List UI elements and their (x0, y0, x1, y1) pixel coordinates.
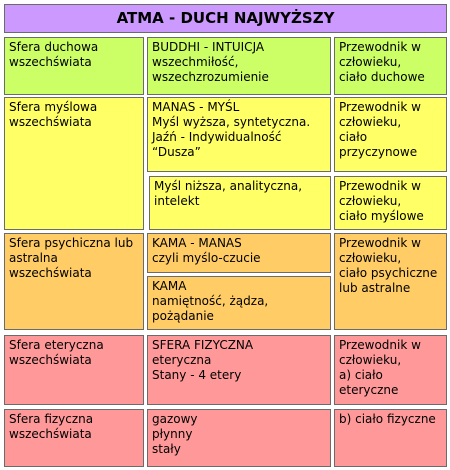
guide-przyczynowe-cell: Przewodnik w człowieku, ciało przyczynowe (334, 97, 447, 172)
sphere-myslowa-cell: Sfera myślowa wszechświata (4, 97, 144, 230)
sphere-fizyczna-cell: Sfera fizyczna wszechświata (4, 409, 144, 467)
sphere-astralna-cell: Sfera psychiczna lub astralna wszechświata (4, 233, 144, 330)
guide-duchowe-cell: Przewodnik w człowieku, ciało duchowe (334, 37, 447, 95)
table-title: ATMA - DUCH NAJWYŻSZY (4, 4, 447, 33)
principle-kama-manas-cell: KAMA - MANAS czyli myślo-czucie (147, 233, 331, 273)
guide-astralne-cell: Przewodnik w człowieku, ciało psychiczne lub astralne (334, 233, 447, 330)
principle-buddhi-cell: BUDDHI - INTUICJA wszechmiłość, wszechzrozumienie (147, 37, 331, 95)
guide-myslowe-cell: Przewodnik w człowieku, ciało myślowe (334, 176, 447, 230)
principle-kama-cell: KAMA namiętność, żądza, pożądanie (147, 276, 331, 330)
guide-eteryczne-cell: Przewodnik w człowieku, a) ciało eteryczne (334, 335, 447, 405)
principle-stany-cell: gazowy płynny stały (147, 409, 331, 467)
principle-manas-cell: MANAS - MYŚL Myśl wyższa, syntetyczna. Jaźń - Indywidualność “Dusza” (147, 97, 331, 172)
sphere-duchowa-cell: Sfera duchowa wszechświata (4, 37, 144, 95)
principle-sfera-fizyczna-cell: SFERA FIZYCZNA eteryczna Stany - 4 etery (147, 335, 331, 405)
principle-mysl-nizsza-cell: Myśl niższa, analityczna, intelekt (149, 176, 331, 230)
guide-fizyczne-cell: b) ciało fizyczne (334, 409, 447, 467)
sphere-eteryczna-cell: Sfera eteryczna wszechświata (4, 335, 144, 405)
